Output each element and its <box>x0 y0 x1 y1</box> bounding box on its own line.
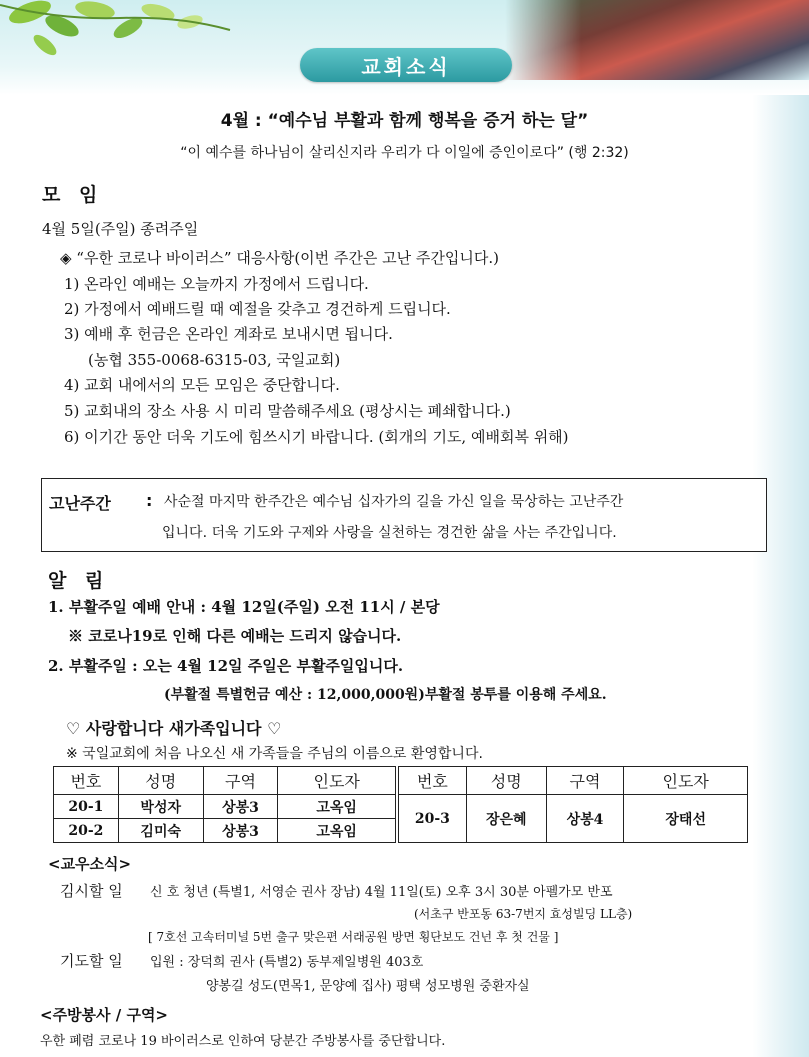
number-cell: 20-2 <box>54 819 119 843</box>
engagement-info: 신 호 청년 (특별1, 서영순 권사 장남) 4월 11일(토) 오후 3시 30분 아펠가모 반포 <box>150 885 613 900</box>
engagement-label: 김시할 일 <box>60 882 123 900</box>
covid-notice-heading: ◈ “우한 코로나 바이러스” 대응사항(이번 주간은 고난 주간입니다.) <box>60 249 499 267</box>
table-row <box>54 819 396 843</box>
passion-week-colon: : <box>146 491 153 510</box>
choir-photo <box>505 0 809 80</box>
guide-cell: 고옥임 <box>278 795 396 819</box>
passion-week-text: 입니다. 더욱 기도와 구제와 사랑을 실천하는 경건한 삶을 사는 주간입니다. <box>162 525 617 541</box>
notice-item: 1) 온라인 예배는 오늘까지 가정에서 드립니다. <box>64 275 369 293</box>
number-cell: 20-3 <box>399 795 467 843</box>
month-theme: 4월 : “예수님 부활과 함께 행복을 증거 하는 달” <box>220 111 589 131</box>
notice-item: 5) 교회내의 장소 사용 시 미리 말씀해주세요 (평상시는 폐쇄합니다.) <box>64 402 511 420</box>
engagement-address: (서초구 반포동 63-7번지 효성빌딩 LL층) <box>414 907 633 921</box>
number-cell: 20-1 <box>54 795 119 819</box>
notice-item: 3) 예배 후 헌금은 온라인 계좌로 보내시면 됩니다. <box>64 325 393 343</box>
district-cell: 상봉3 <box>203 795 278 819</box>
bible-verse: “이 예수를 하나님이 살리신지라 우리가 다 이일에 증인이로다” (행 2:32) <box>180 145 629 161</box>
passion-week-text: 사순절 마지막 한주간은 예수님 십자가의 길을 가신 일을 묵상하는 고난주간 <box>164 494 624 510</box>
new-family-table-left <box>53 766 396 843</box>
column-header: 구역 <box>546 767 624 795</box>
guide-cell: 장태선 <box>624 795 748 843</box>
easter-sunday-info: 2. 부활주일 : 오는 4월 12일 주일은 부활주일입니다. <box>48 657 404 675</box>
easter-offering-info: (부활절 특별헌금 예산 : 12,000,000원)부활절 봉투를 이용해 주세요. <box>164 687 607 703</box>
easter-service-info: 1. 부활주일 예배 안내 : 4월 12일(주일) 오전 11시 / 본당 <box>48 598 440 616</box>
engagement-directions: [ 7호선 고속터미널 5번 출구 맞은편 서래공원 방면 횡단보도 건넌 후 첫 건물 ] <box>148 930 559 944</box>
new-family-note: ※ 국일교회에 처음 나오신 새 가족들을 주님의 이름으로 환영합니다. <box>66 746 483 762</box>
kitchen-notice: 우한 폐렴 코로나 19 바이러스로 인하여 당분간 주방봉사를 중단합니다. <box>40 1034 446 1049</box>
member-news-title: <교우소식> <box>48 855 132 873</box>
covid-service-note: ※ 코로나19로 인해 다른 예배는 드리지 않습니다. <box>68 627 402 645</box>
column-header: 번호 <box>399 767 467 795</box>
column-header: 인도자 <box>624 767 748 795</box>
section-title-pill: 교회소식 <box>300 48 512 82</box>
district-cell: 상봉3 <box>203 819 278 843</box>
passion-week-label: 고난주간 <box>49 494 111 513</box>
column-header: 구역 <box>203 767 278 795</box>
name-cell: 장은혜 <box>466 795 546 843</box>
leaves-illustration <box>0 0 240 70</box>
announcements-title: 알 림 <box>48 570 110 592</box>
table-row <box>54 795 396 819</box>
notice-item: 6) 이기간 동안 더욱 기도에 힘쓰시기 바랍니다. (회개의 기도, 예배회복 위해) <box>64 428 569 446</box>
prayer-label: 기도할 일 <box>60 952 123 970</box>
notice-item: 4) 교회 내에서의 모든 모임은 중단합니다. <box>64 376 340 394</box>
column-header: 성명 <box>118 767 203 795</box>
passion-week-box <box>41 478 767 552</box>
gathering-date: 4월 5일(주일) 종려주일 <box>42 220 199 238</box>
prayer-item: 양봉길 성도(면목1, 문양예 집사) 평택 성모병원 중환자실 <box>206 979 530 994</box>
name-cell: 김미숙 <box>118 819 203 843</box>
new-family-title: ♡ 사랑합니다 새가족입니다 ♡ <box>66 719 282 738</box>
column-header: 인도자 <box>278 767 396 795</box>
column-header: 성명 <box>466 767 546 795</box>
district-cell: 상봉4 <box>546 795 624 843</box>
column-header: 번호 <box>54 767 119 795</box>
guide-cell: 고옥임 <box>278 819 396 843</box>
kitchen-title: <주방봉사 / 구역> <box>40 1006 169 1024</box>
gathering-title: 모 임 <box>42 184 104 206</box>
notice-item: 2) 가정에서 예배드릴 때 예절을 갖추고 경건하게 드립니다. <box>64 300 451 318</box>
name-cell: 박성자 <box>118 795 203 819</box>
table-row <box>399 795 748 843</box>
bank-account: (농협 355-0068-6315-03, 국일교회) <box>88 351 341 369</box>
new-family-table-right <box>398 766 748 843</box>
prayer-item: 입원 : 장덕희 권사 (특별2) 동부제일병원 403호 <box>150 955 424 970</box>
